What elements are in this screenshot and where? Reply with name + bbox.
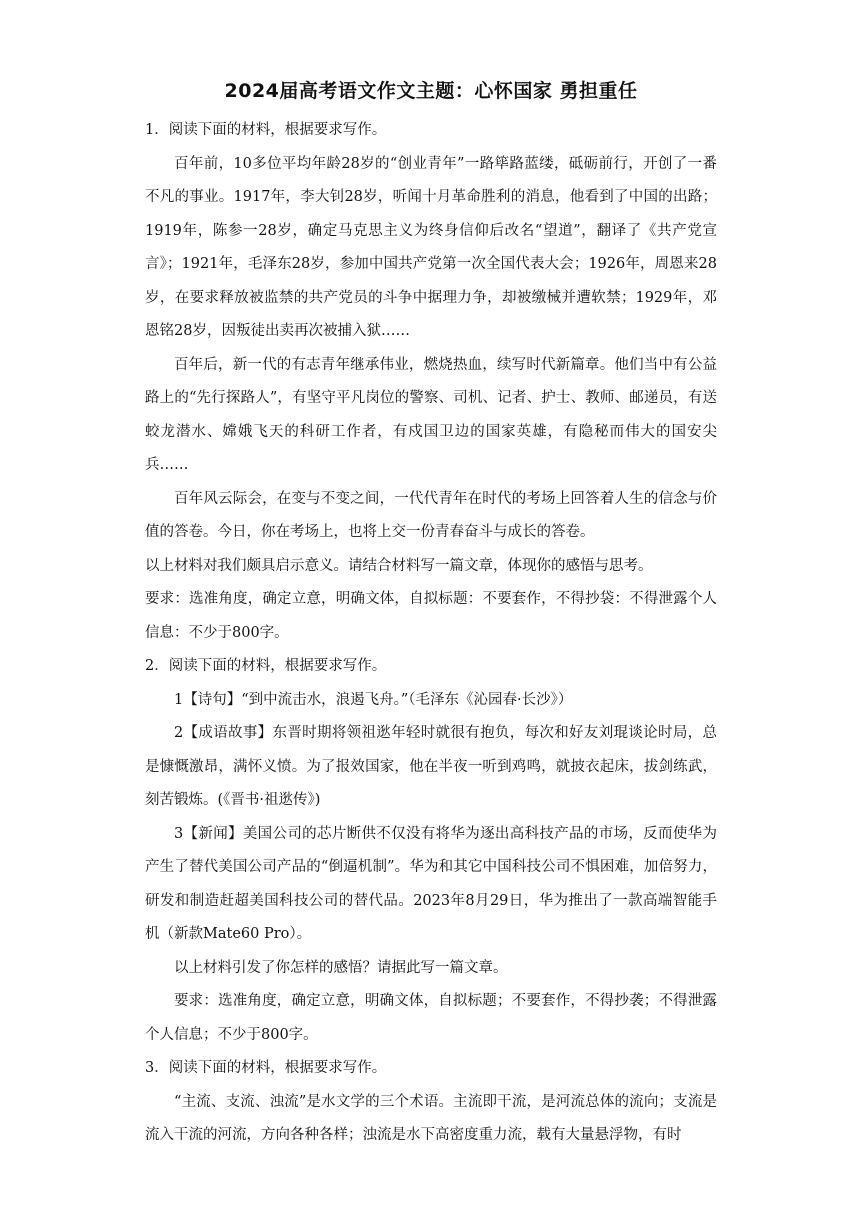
question-1-requirements: 要求：选准角度，确定立意，明确文体，自拟标题：不要套作，不得抄袋：不得泄露个人信息：不少于800字。 [145, 591, 717, 641]
question-3-paragraph-1: “主流、支流、浊流”是水文学的三个术语。主流即干流，是河流总体的流向；支流是流入干流的河流，方向各种各样；浊流是水下高密度重力流，载有大量悬浮物，有时 [145, 1093, 717, 1143]
question-2-material-3: 3【新闻】美国公司的芯片断供不仅没有将华为逐出高科技产品的市场，反而使华为产生了替代美国公司产品的“倒逼机制”。华为和其它中国科技公司不惧困难，加倍努力，研发和制造赶超美国科技公司的替代品。2023年8月29日，华为推出了一款高端智能手机（新款Mate60 Pro）。 [145, 825, 717, 942]
question-2-prompt: 以上材料引发了你怎样的感悟？请据此写一篇文章。 [174, 959, 508, 976]
question-3 [145, 1052, 717, 1153]
document-title: 2024届高考语文作文主题：心怀国家 勇担重任 [224, 80, 638, 102]
question-1 [145, 114, 717, 650]
question-2-material-2: 2【成语故事】东晋时期将领祖逖年轻时就很有抱负，每次和好友刘琨谈论时局，总是慷慨激昂，满怀义愤。为了报效国家，他在半夜一听到鸡鸣，就披衣起床，拔剑练武，刻苦锻炼。(《晋书·祖逖传》) [145, 725, 717, 808]
question-3-heading: 3．阅读下面的材料，根据要求写作。 [145, 1060, 387, 1076]
question-1-paragraph-2: 百年后，新一代的有志青年继承伟业，燃烧热血，续写时代新篇章。他们当中有公益路上的“先行探路人”，有坚守平凡岗位的警察、司机、记者、护士、教师、邮递员，有送蛟龙潜水、嫦娥飞天的科研工作者，有戍国卫边的国家英雄，有隐秘而伟大的国安尖兵…… [145, 356, 717, 473]
question-1-paragraph-3: 百年风云际会，在变与不变之间，一代代青年在时代的考场上回答着人生的信念与价值的答卷。今日，你在考场上，也将上交一份青春奋斗与成长的答卷。 [145, 490, 717, 540]
question-2-heading: 2．阅读下面的材料，根据要求写作。 [145, 658, 387, 674]
question-2-material-1: 1【诗句】“到中流击水，浪遏飞舟。”（毛泽东《沁园春·长沙》） [174, 691, 573, 708]
question-1-instruction: 以上材料对我们颇具启示意义。请结合材料写一篇文章，体现你的感悟与思考。 [145, 557, 653, 574]
question-1-heading: 1．阅读下面的材料，根据要求写作。 [145, 122, 387, 138]
question-1-paragraph-1: 百年前，10多位平均年龄28岁的“创业青年”一路筚路蓝缕，砥砺前行，开创了一番不凡的事业。1917年，李大钊28岁，听闻十月革命胜利的消息，他看到了中国的出路；1919年，陈参一28岁，确定马克思主义为终身信仰后改名“望道”，翻译了《共产党宣言》；1921年，毛泽东28岁，参加中国共产党第一次全国代表大会；1926年，周恩来28岁，在要求释放被监禁的共产党员的斗争中据理力争，却被缴械并遭软禁；1929年，邓恩铭28岁，因叛徒出卖再次被捕入狱…… [145, 155, 717, 339]
question-2 [145, 650, 717, 1052]
question-2-requirements: 要求：选准角度，确定立意，明确文体，自拟标题；不要套作，不得抄袭；不得泄露个人信息；不少于800字。 [145, 993, 717, 1043]
